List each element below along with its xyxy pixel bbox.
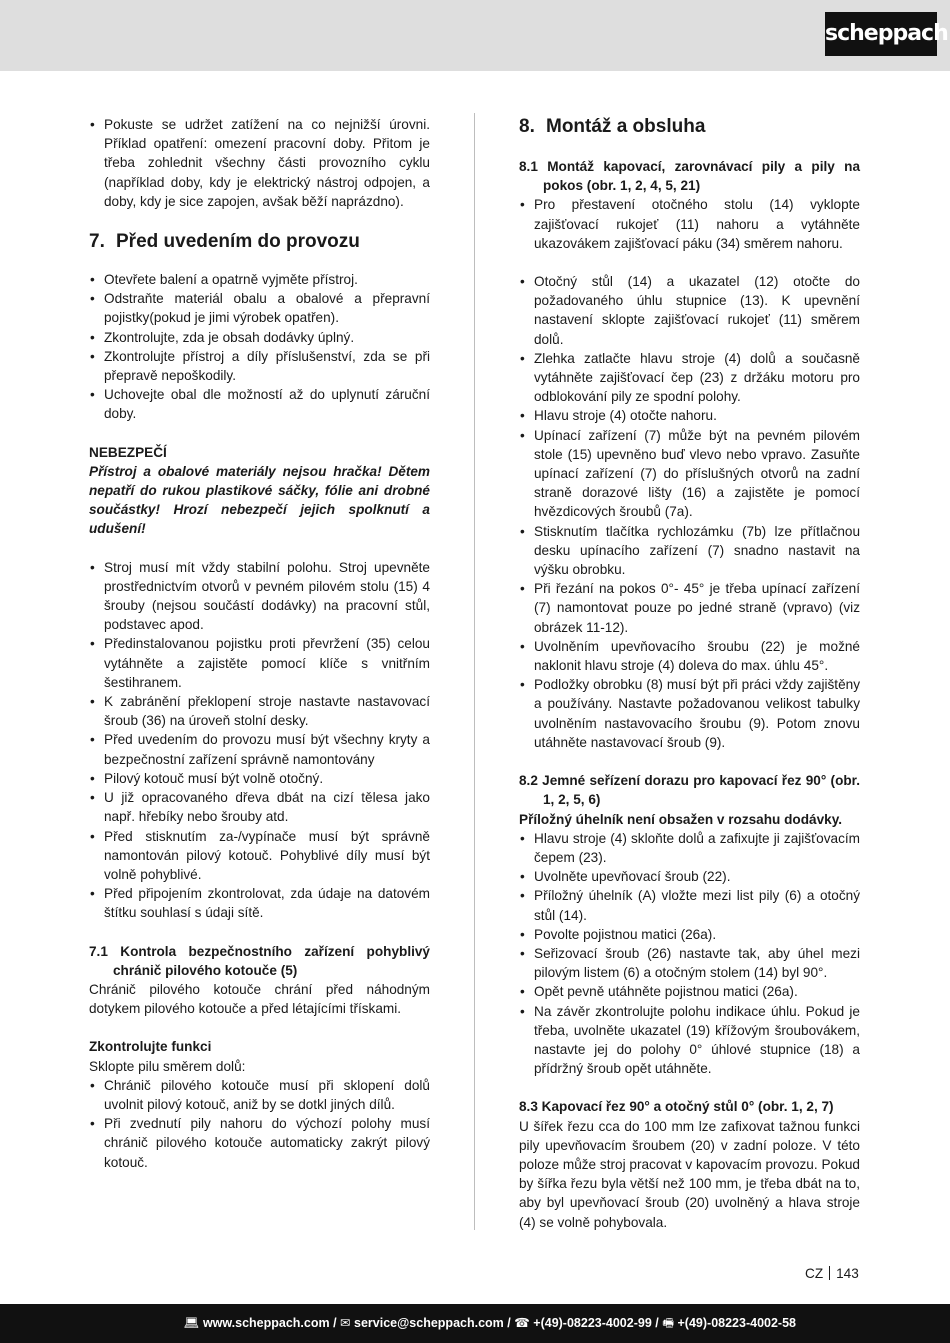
section-7-1-heading: 7.1 Kontrola bezpečnostního zařízení pohyblivý chránič pilového kotouče (5) xyxy=(89,943,430,978)
unpack-list xyxy=(89,270,430,424)
list-item: • Před připojením zkontrolovat, zda údaje na datovém štítku souhlasí s údaji sítě. xyxy=(89,884,430,922)
list-item: • Hlavu stroje (4) otočte nahoru. xyxy=(519,406,860,425)
list-item: • U již opracovaného dřeva dbát na cizí tělesa jako např. hřebíky nebo šrouby atd. xyxy=(89,788,430,826)
danger-text: Přístroj a obalové materiály nejsou hračka! Dětem nepatří do rukou plastikové sáčky, fólie ani drobné součástky! Hrozí nebezpečí jejich spolknutí a udušení! xyxy=(89,463,430,537)
phone-icon: ☎︎ xyxy=(514,1316,530,1330)
section-7-1-text: Chránič pilového kotouče chrání před náhodným dotykem pilového kotouče a před létajícími třískami. xyxy=(89,981,430,1017)
footer-website[interactable]: www.scheppach.com / xyxy=(202,1316,337,1330)
section-8-2-heading: 8.2 Jemné seřízení dorazu pro kapovací řez 90° (obr. 1, 2, 5, 6) xyxy=(519,773,860,808)
list-item: • Předinstalovanou pojistku proti převržení (35) celou vytáhněte a zajistěte pomocí klíče s vnitřním šestihranem. xyxy=(89,634,430,692)
list-item: • Chránič pilového kotouče musí při sklopení dolů uvolnit pilový kotouč, aniž by se dotkl jiných dílů. xyxy=(89,1076,430,1114)
page-separator xyxy=(829,1266,830,1280)
section-8-3-heading: 8.3 Kapovací řez 90° a otočný stůl 0° (obr. 1, 2, 7) xyxy=(519,1099,834,1115)
right-column xyxy=(519,115,860,1232)
list-item: • Stisknutím tlačítka rychlozámku (7b) lze přítlačnou desku upínacího zařízení (7) snadno nastavit na výšku obrobku. xyxy=(519,522,860,580)
footer-email[interactable]: service@scheppach.com / xyxy=(354,1316,511,1330)
header-band xyxy=(0,0,950,71)
section-8-2-note: Příložný úhelník není obsažen v rozsahu dodávky. xyxy=(519,811,843,827)
list-item: • Uchovejte obal dle možností až do uplynutí záruční doby. xyxy=(89,385,430,423)
scheppach-logo: scheppach xyxy=(825,12,937,56)
column-divider xyxy=(474,113,475,1230)
page-lang: CZ xyxy=(805,1266,824,1281)
list-item: • Otevřete balení a opatrně vyjměte přístroj. xyxy=(89,270,430,289)
list-item: • Zlehka zatlačte hlavu stroje (4) dolů a současně vytáhněte zajišťovací čep (23) z držáku motoru pro odblokování pily ze spodní polohy. xyxy=(519,349,860,407)
check-function-heading: Zkontrolujte funkci xyxy=(89,1039,212,1055)
page-number-value: 143 xyxy=(836,1266,859,1281)
list-item: • Otočný stůl (14) a ukazatel (12) otočte do požadovaného úhlu stupnice (13). K upevnění nastavení sklopte zajišťovací rukojeť (11) směrem dolů. xyxy=(519,272,860,349)
check-list xyxy=(89,1076,430,1172)
fax-icon: 🖷︎ xyxy=(662,1316,675,1330)
intro-list xyxy=(89,115,430,211)
list-item: • Zkontrolujte, zda je obsah dodávky úplný. xyxy=(89,328,430,347)
list-item: • K zabránění překlopení stroje nastavte nastavovací šroub (36) na úroveň stolní desky. xyxy=(89,692,430,730)
list-item: • Stroj musí mít vždy stabilní polohu. Stroj upevněte prostřednictvím otvorů v pevném pilovém stolu (15) 4 šrouby (nejsou součástí dodávky) na pracovní stůl, podstavec apod. xyxy=(89,558,430,635)
computer-icon: 💻︎ xyxy=(183,1316,200,1330)
list-item: • Při zvednutí pily nahoru do výchozí polohy musí chránič pilového kotouče automaticky zakrýt pilový kotouč. xyxy=(89,1114,430,1172)
list-item: • Při řezání na pokos 0°- 45° je třeba upínací zařízení (7) namontovat pouze po jedné straně (vpravo) (viz obrázek 11-12). xyxy=(519,579,860,637)
list-item: • Na závěr zkontrolujte polohu indikace úhlu. Pokud je třeba, uvolněte ukazatel (19) křížovým šroubovákem, nastavte jej do polohy 0° úhlové stupnice (18) a přídržný šroub opět utáhněte. xyxy=(519,1002,860,1079)
list-item: • Před stisknutím za-/vypínače musí být správně namontován pilový kotouč. Pohyblivé díly musí být volně pohyblivé. xyxy=(89,827,430,885)
section-title: Montáž a obsluha xyxy=(546,116,706,137)
list-item: • Uvolněním upevňovacího šroubu (22) je možné naklonit hlavu stroje (4) doleva do max. úhlu 45°. xyxy=(519,637,860,675)
danger-label: NEBEZPEČÍ xyxy=(89,444,167,460)
section-number: 7. xyxy=(89,231,105,253)
section-8-2-list xyxy=(519,829,860,1079)
list-item: • Upínací zařízení (7) může být na pevném pilovém stole (15) upevněno buď vlevo nebo vpravo. Zasuňte upínací zařízení (7) do příslušných otvorů na zadní straně dorazové lišty (16) a zajistěte je pomocí hvězdicových šroubů (7a). xyxy=(519,426,860,522)
list-item: • Hlavu stroje (4) skloňte dolů a zafixujte ji zajišťovacím čepem (23). xyxy=(519,829,860,867)
section-8-3-text: U šířek řezu cca do 100 mm lze zafixovat tažnou funkci pily upevňovacím šroubem (20) v zadní poloze. V této poloze může stroj pracovat v kapovacím provozu. Pokud by šířka řezu byla větší než 100 mm, je třeba dbát na to, aby byl upevňovací šroub (20) uvolněný a hlava stroje (4) se volně pohybovala. xyxy=(519,1118,860,1230)
list-item: • Pro přestavení otočného stolu (14) vyklopte zajišťovací rukojeť (11) nahoru a vytáhněte ukazovákem zajišťovací páku (34) směrem nahoru. xyxy=(519,195,860,253)
mail-icon: ✉︎ xyxy=(340,1316,351,1330)
section-7-heading xyxy=(89,230,430,254)
list-item: • Seřizovací šroub (26) nastavte tak, aby úhel mezi pilovým listem (6) a otočným stolem (14) byl 90°. xyxy=(519,944,860,982)
check-intro: Sklopte pilu směrem dolů: xyxy=(89,1058,246,1074)
section-number: 8. xyxy=(519,116,535,137)
list-item: • Podložky obrobku (8) musí být při práci vždy zajištěny a používány. Nastavte požadovanou velikost tabulky uvolněním nastavovacího šroubu (9). Potom znovu utáhněte nastavovací šroub (9). xyxy=(519,675,860,752)
list-item: • Odstraňte materiál obalu a obalové a přepravní pojistky(pokud je jimi výrobek opatřen). xyxy=(89,289,430,327)
section-8-heading xyxy=(519,115,860,139)
list-item: • Pokuste se udržet zatížení na co nejnižší úrovni. Příklad opatření: omezení pracovní doby. Přitom je třeba zohlednit všechny části provozního cyklu (například doby, kdy je elektrický nástroj odpojen, a doby, kdy je sice zapojen, avšak běží naprázdno). xyxy=(89,115,430,211)
list-item: • Povolte pojistnou matici (26a). xyxy=(519,925,860,944)
list-item: • Před uvedením do provozu musí být všechny kryty a bezpečnostní zařízení správně namontovány xyxy=(89,730,430,768)
list-item: • Uvolněte upevňovací šroub (22). xyxy=(519,867,860,886)
page-number xyxy=(805,1265,859,1283)
footer-fax: +(49)-08223-4002-58 xyxy=(677,1316,796,1330)
footer-phone[interactable]: +(49)-08223-4002-99 / xyxy=(533,1316,659,1330)
footer-bar xyxy=(0,1304,950,1343)
setup-list xyxy=(89,558,430,923)
section-8-1-list-b xyxy=(519,272,860,752)
section-8-1-list-a xyxy=(519,195,860,253)
list-item: • Pilový kotouč musí být volně otočný. xyxy=(89,769,430,788)
left-column xyxy=(89,115,430,1172)
section-title: Před uvedením do provozu xyxy=(116,231,360,253)
section-8-1-heading: 8.1 Montáž kapovací, zarovnávací pily a pily na pokos (obr. 1, 2, 4, 5, 21) xyxy=(519,159,860,194)
list-item: • Opět pevně utáhněte pojistnou matici (26a). xyxy=(519,982,860,1001)
list-item: • Příložný úhelník (A) vložte mezi list pily (6) a otočný stůl (14). xyxy=(519,886,860,924)
list-item: • Zkontrolujte přístroj a díly příslušenství, zda se při přepravě nepoškodily. xyxy=(89,347,430,385)
